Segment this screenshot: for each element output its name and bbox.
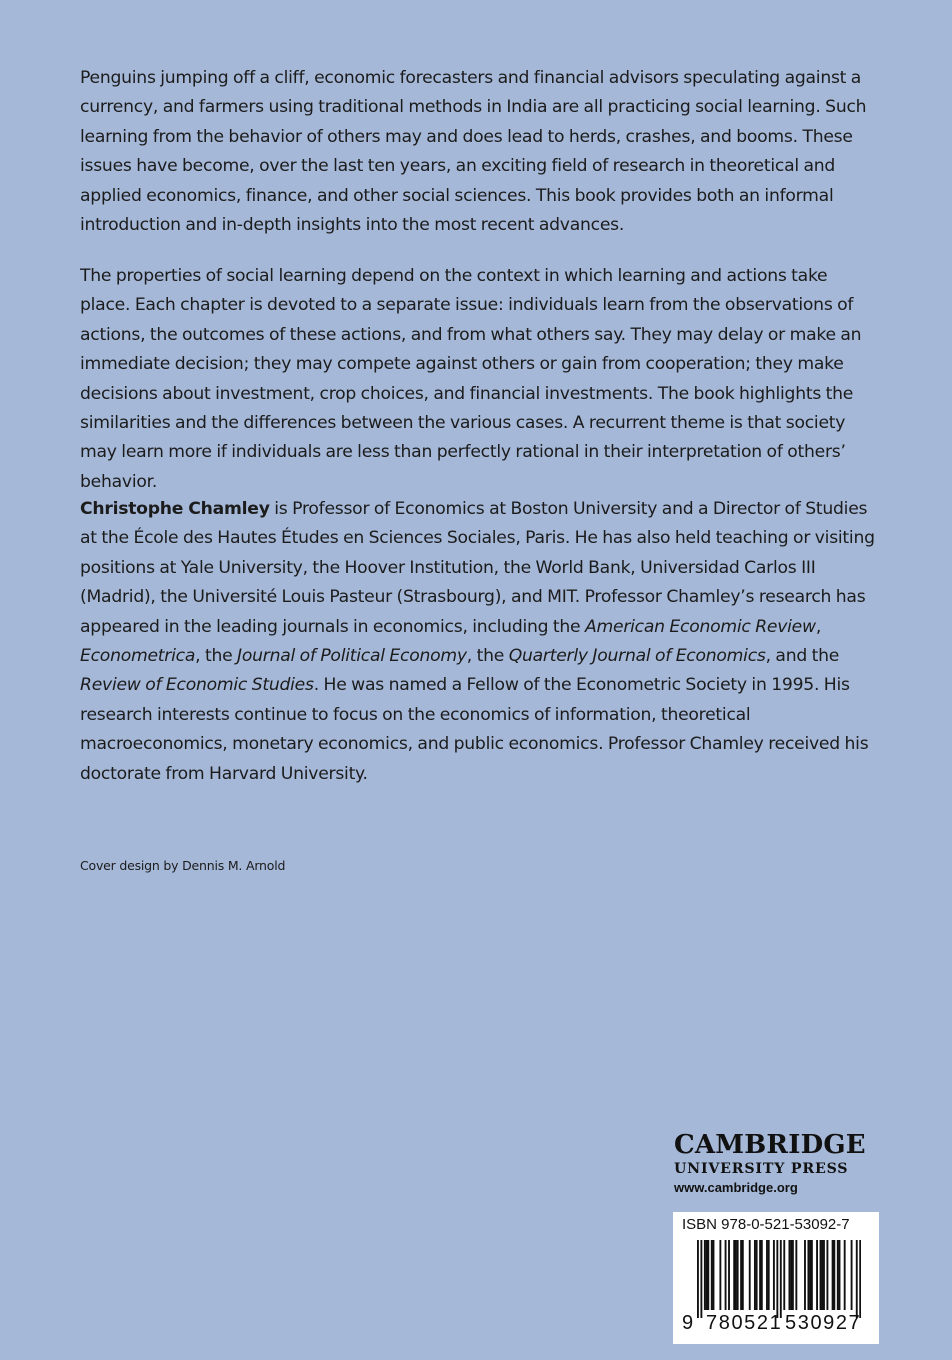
barcode-bar xyxy=(811,1240,813,1310)
journal-title: American Economic Review xyxy=(585,616,816,637)
description-paragraph-1-text: Penguins jumping off a cliff, economic forecasters and financial advisors speculating against a currency, and farmers using traditional methods in India are all practicing social learning. Such learning from the behavior of others may and does lead to herds, crashes, and booms. These issues have become, over the last ten years, an exciting field of research in theoretical and applied economics, finance, and other social sciences. This book provides both an informal introduction and in-depth insights into the most recent advances. xyxy=(80,68,867,236)
author-name: Christophe Chamley xyxy=(80,499,270,519)
barcode-bar xyxy=(704,1240,706,1310)
cover-design-credit: Cover design by Dennis M. Arnold xyxy=(80,858,286,873)
barcode-bar xyxy=(783,1240,785,1310)
author-bio-part2: . He was named a Fellow of the Econometric Society in 1995. His research interests continue to focus on the economics of information, theoretical macroeconomics, monetary economics, and public economics. Professor Chamley received his doctorate from Harvard University. xyxy=(80,675,869,784)
barcode-bar xyxy=(719,1240,721,1310)
barcode-bar xyxy=(759,1240,761,1310)
barcode-bar xyxy=(740,1240,742,1310)
barcode-bar xyxy=(735,1240,737,1310)
barcode-bar xyxy=(768,1240,770,1310)
barcode-digits-right: 530927 xyxy=(785,1312,862,1334)
barcode-bar xyxy=(713,1240,715,1310)
barcode-bar xyxy=(851,1240,853,1310)
author-bio-part1: is Professor of Economics at Boston University and a Director of Studies at the École des Hautes Études en Sciences Sociales, Paris. He has also held teaching or visiting positions at Yale University, the Hoover Institution, the World Bank, Universidad Carlos III (Madrid), the Université Louis Pasteur (Strasbourg), and MIT. Professor Chamley’s research has appeared in the leading journals in economics, including the xyxy=(80,499,875,637)
barcode-bar xyxy=(823,1240,825,1310)
barcode-bar xyxy=(707,1240,709,1310)
barcode-bar xyxy=(807,1240,809,1310)
barcode-bar xyxy=(766,1240,768,1310)
barcode-bar xyxy=(790,1240,792,1310)
barcode-bar xyxy=(788,1240,790,1310)
author-bio xyxy=(80,495,880,789)
publisher-subtitle: UNIVERSITY PRESS xyxy=(674,1161,849,1177)
separator: , and the xyxy=(765,646,840,667)
author-bio-text xyxy=(80,495,880,789)
isbn-barcode-box xyxy=(673,1212,879,1344)
journal-title: Quarterly Journal of Economics xyxy=(508,646,766,667)
journal-title: Review of Economic Studies xyxy=(80,675,314,696)
barcode-digit-first: 9 xyxy=(682,1312,694,1334)
barcode-bar xyxy=(826,1240,828,1310)
barcode-bar xyxy=(820,1240,822,1310)
journal-title: Journal of Political Economy xyxy=(237,646,467,667)
journal-title: Econometrica xyxy=(80,646,196,667)
barcode-bar xyxy=(837,1240,839,1310)
barcode-bar xyxy=(809,1240,811,1310)
description-paragraph-1 xyxy=(80,64,880,240)
description-paragraph-2 xyxy=(80,262,880,497)
barcode-bar xyxy=(795,1240,797,1310)
barcode-bar xyxy=(749,1240,751,1310)
barcode-bar xyxy=(816,1240,818,1310)
barcode-bar xyxy=(706,1240,708,1310)
barcode-bar xyxy=(733,1240,735,1310)
barcode-bar xyxy=(754,1240,756,1310)
barcode-bar xyxy=(833,1240,835,1310)
separator: , the xyxy=(195,646,238,667)
barcode-bar xyxy=(839,1240,841,1310)
barcode-bar xyxy=(737,1240,739,1310)
barcode-bar xyxy=(773,1240,775,1310)
separator: , xyxy=(815,616,822,637)
barcode-bar xyxy=(756,1240,758,1310)
barcode-bar xyxy=(742,1240,744,1310)
barcode-bar xyxy=(776,1240,778,1318)
barcode-bar xyxy=(844,1240,846,1310)
barcode-digits-left: 780521 xyxy=(706,1312,783,1334)
publisher-url: www.cambridge.org xyxy=(674,1180,798,1195)
barcode-bar xyxy=(821,1240,823,1310)
barcode-bar xyxy=(859,1240,861,1318)
barcode-bar xyxy=(697,1240,699,1318)
barcode-bar xyxy=(711,1240,713,1310)
description-paragraph-2-text: The properties of social learning depend on the context in which learning and actions take place. Each chapter is devoted to a separate issue: individuals learn from the observations of actions, the outcomes of these actions, and from what others say. They may delay or make an immediate decision; they may compete against others or gain from cooperation; they make decisions about investment, crop choices, and financial investments. The book highlights the similarities and the differences between the various cases. A recurrent theme is that society may learn more if individuals are less than perfectly rational in their interpretation of others’ behavior. xyxy=(80,266,862,492)
barcode-bar xyxy=(804,1240,806,1310)
barcode-bar xyxy=(792,1240,794,1310)
barcode-bar xyxy=(832,1240,834,1310)
barcode-bar xyxy=(728,1240,730,1310)
barcode-bar xyxy=(761,1240,763,1310)
publisher-logo xyxy=(674,1130,884,1197)
barcode-bar xyxy=(856,1240,858,1318)
publisher-name: CAMBRIDGE xyxy=(674,1130,866,1160)
barcode-bar xyxy=(700,1240,702,1318)
barcode-bar xyxy=(780,1240,782,1318)
separator: , the xyxy=(466,646,509,667)
barcode-bars xyxy=(697,1240,861,1318)
isbn-label: ISBN 978-0-521-53092-7 xyxy=(682,1216,850,1233)
barcode-bar xyxy=(725,1240,727,1310)
